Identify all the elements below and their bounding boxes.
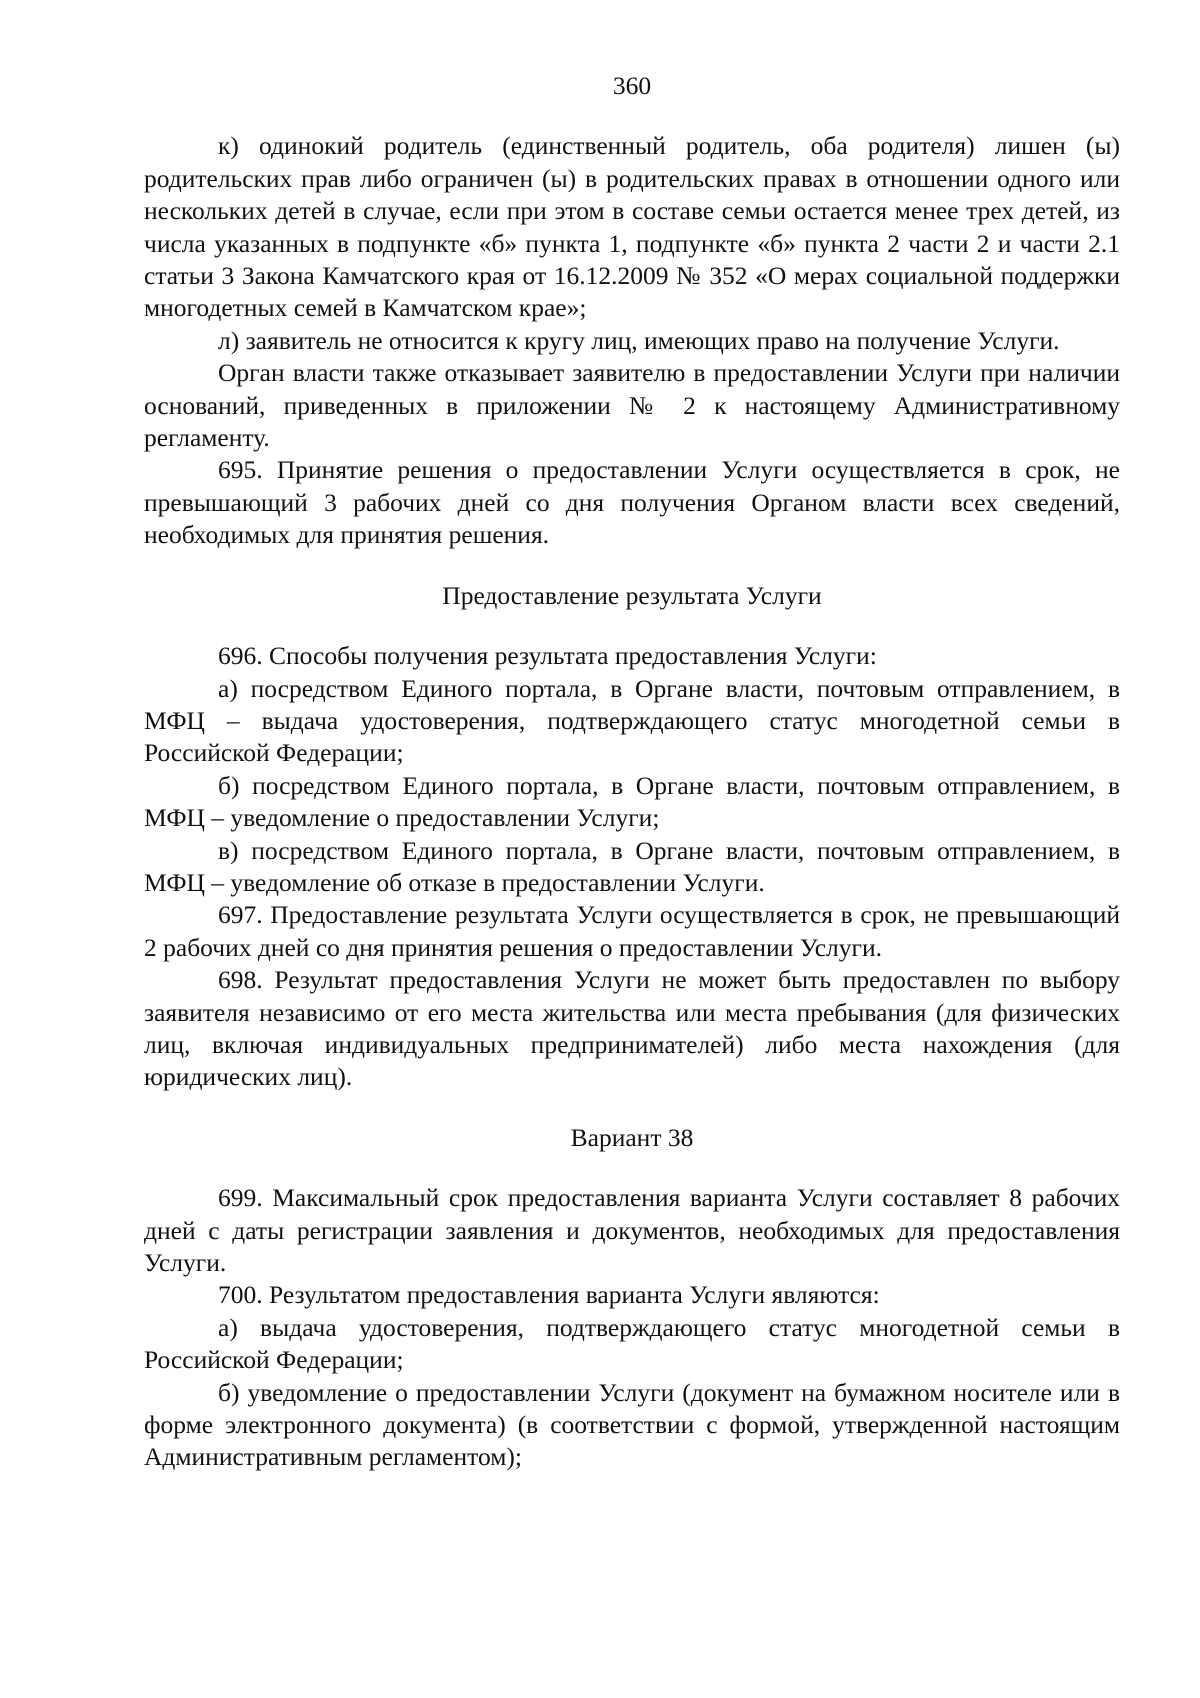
paragraph-696-a: а) посредством Единого портала, в Органе власти, почтовым отправлением, в МФЦ – выдача удостоверения, подтверждающего статус многодетной семьи в Российской Федерации;	[144, 673, 1120, 768]
paragraph-700-a: а) выдача удостоверения, подтверждающего статус многодетной семьи в Российской Федерации;	[144, 1312, 1120, 1375]
paragraph-refusal-grounds: Орган власти также отказывает заявителю в предоставлении Услуги при наличии оснований, приведенных в приложении № 2 к настоящему Административному регламенту.	[144, 358, 1120, 453]
paragraph-697: 697. Предоставление результата Услуги осуществляется в срок, не превышающий 2 рабочих дней со дня принятия решения о предоставлении Услуги.	[144, 900, 1120, 962]
paragraph-696-b: б) посредством Единого портала, в Органе власти, почтовым отправлением, в МФЦ – уведомление о предоставлении Услуги;	[144, 770, 1120, 833]
paragraph-698: 698. Результат предоставления Услуги не может быть предоставлен по выбору заявителя независимо от его места жительства или места пребывания (для физических лиц, включая индивидуальных предпринимателей) либо места нахождения (для юридических лиц).	[144, 965, 1120, 1092]
page-number: 360	[612, 71, 652, 100]
section-heading-variant: Вариант 38	[570, 1122, 694, 1152]
section-heading-result: Предоставление результата Услуги	[442, 580, 822, 610]
paragraph-700: 700. Результатом предоставления варианта Услуги являются:	[218, 1280, 880, 1310]
paragraph-695: 695. Принятие решения о предоставлении Услуги осуществляется в срок, не превышающий 3 рабочих дней со дня получения Органом власти всех сведений, необходимых для принятия решения.	[144, 455, 1120, 550]
paragraph-l: л) заявитель не относится к кругу лиц, имеющих право на получение Услуги.	[218, 325, 1060, 355]
paragraph-696-v: в) посредством Единого портала, в Органе власти, почтовым отправлением, в МФЦ – уведомление об отказе в предоставлении Услуги.	[144, 835, 1120, 897]
paragraph-699: 699. Максимальный срок предоставления варианта Услуги составляет 8 рабочих дней с даты регистрации заявления и документов, необходимых для предоставления Услуги.	[144, 1183, 1120, 1277]
paragraph-700-b: б) уведомление о предоставлении Услуги (документ на бумажном носителе или в форме электронного документа) (в соответствии с формой, утвержденной настоящим Административным регламентом);	[144, 1377, 1120, 1472]
paragraph-696: 696. Способы получения результата предоставления Услуги:	[218, 641, 877, 671]
paragraph-k: к) одинокий родитель (единственный родитель, оба родителя) лишен (ы) родительских прав либо ограничен (ы) в родительских правах в отношении одного или нескольких детей в случае, если при этом в составе семьи остается менее трех детей, из числа указанных в подпункте «б» пункта 1, подпункте «б» пункта 2 части 2 и части 2.1 статьи 3 Закона Камчатского края от 16.12.2009 № 352 «О мерах социальной поддержки многодетных семей в Камчатском крае»;	[144, 131, 1120, 323]
